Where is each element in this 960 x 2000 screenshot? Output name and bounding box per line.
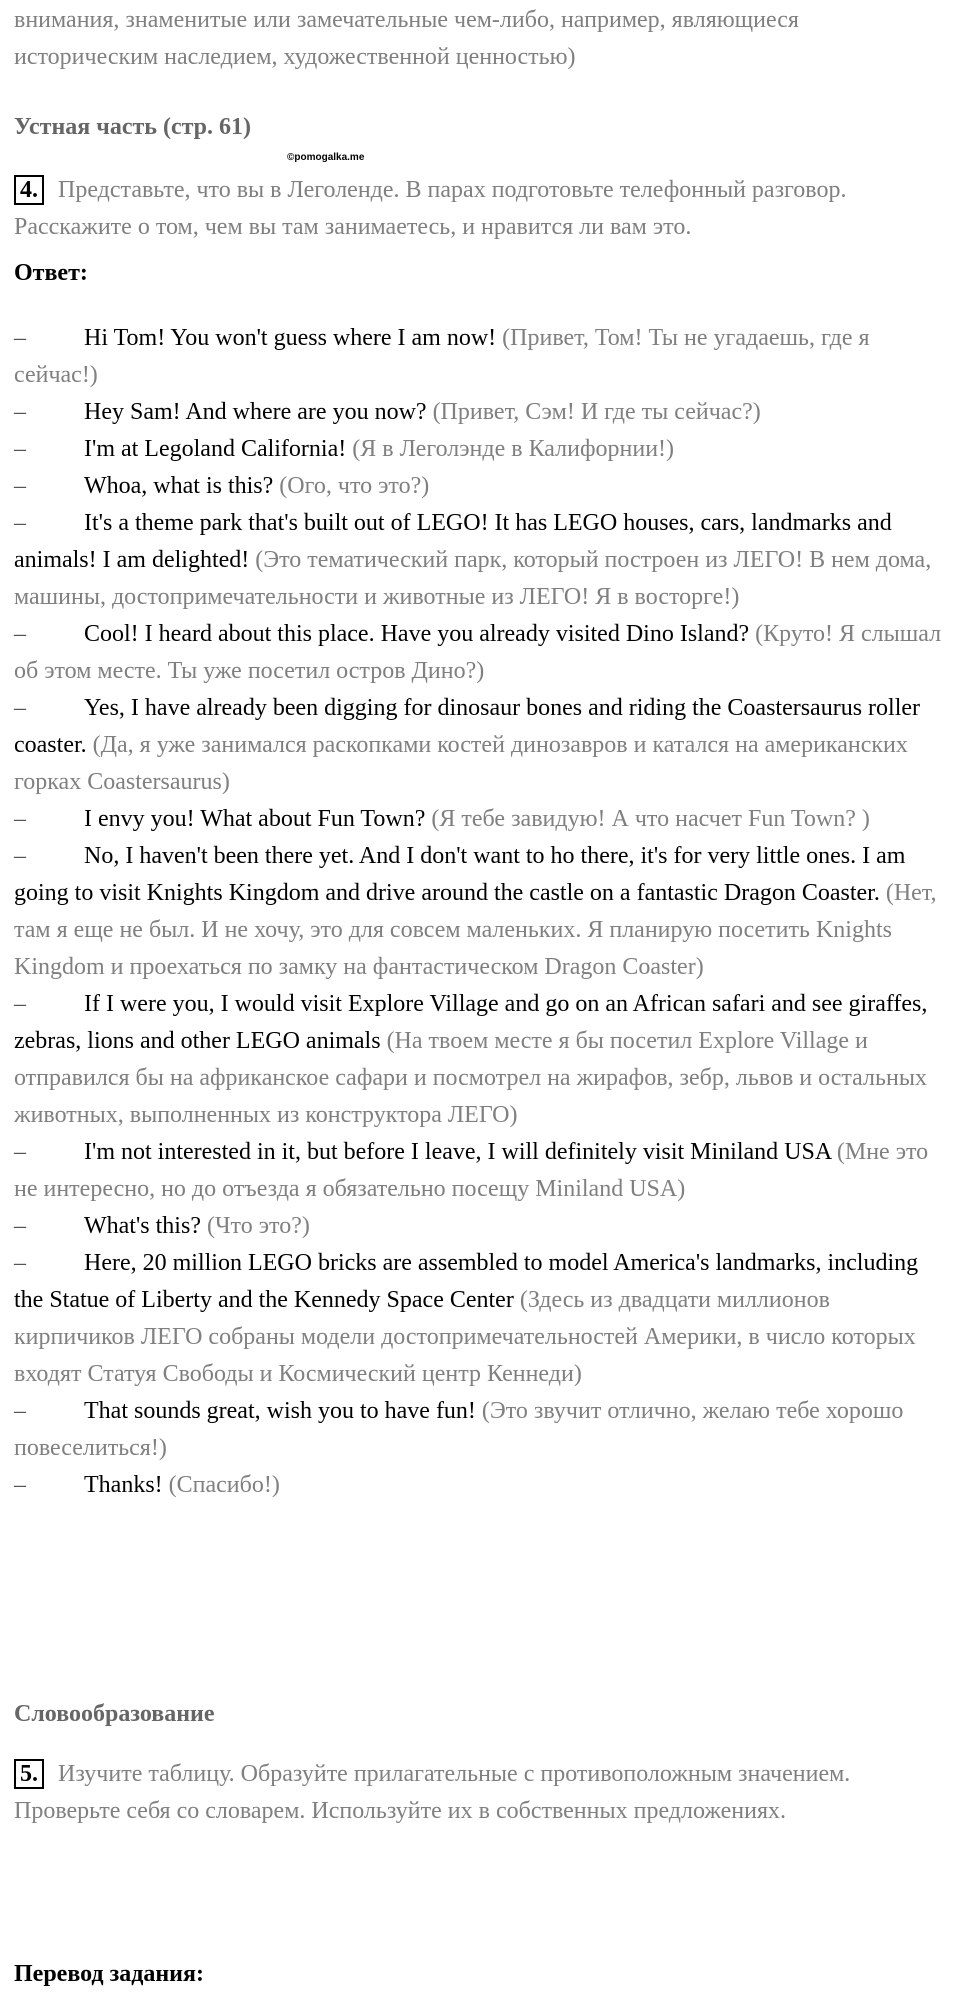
dialogue-line: [14, 1393, 944, 1467]
english-line: I envy you! What about Fun Town?: [84, 806, 426, 832]
dash-marker: –: [14, 1398, 26, 1424]
dialogue-line: [14, 1134, 944, 1208]
watermark: ©pomogalka.me: [287, 152, 365, 163]
english-line: Yes, I have already been digging for dinosaur bones and riding the Coastersaurus roller coaster.: [14, 695, 921, 758]
answer-label: Ответ:: [14, 260, 88, 286]
dash-marker: –: [14, 325, 26, 351]
russian-translation: (Здесь из двадцати миллионов кирпичиков ЛЕГО собраны модели достопримечательностей Америки, в число которых входят Статуя Свободы и Космический центр Кеннеди): [14, 1287, 916, 1387]
dash-marker: –: [14, 1139, 26, 1165]
english-line: No, I haven't been there yet. And I don't want to ho there, it's for very little ones. I am going to visit Knights Kingdom and drive around the castle on a fantastic Dragon Coaster.: [14, 843, 906, 906]
english-line: Here, 20 million LEGO bricks are assembled to model America's landmarks, including the Statue of Liberty and the Kennedy Space Center: [14, 1250, 919, 1313]
task-number-5: 5.: [14, 1759, 44, 1789]
task-number-4: 4.: [14, 175, 44, 205]
english-line: What's this?: [84, 1213, 201, 1239]
task-5: [14, 1756, 944, 1830]
russian-translation: (Мне это не интересно, но до отъезда я обязательно посещу Miniland USA): [14, 1139, 929, 1202]
russian-translation: (Привет, Сэм! И где ты сейчас?): [432, 399, 761, 425]
russian-translation: (Спасибо!): [168, 1472, 280, 1498]
russian-translation: (Это тематический парк, который построен из ЛЕГО! В нем дома, машины, достопримечательности и животные из ЛЕГО! Я в восторге!): [14, 547, 932, 610]
russian-translation: (Привет, Том! Ты не угадаешь, где я сейчас!): [14, 325, 870, 388]
dialogue-line: [14, 986, 944, 1134]
dash-marker: –: [14, 991, 26, 1017]
dialogue-line: [14, 320, 944, 394]
english-line: If I were you, I would visit Explore Village and go on an African safari and see giraffes, zebras, lions and other LEGO animals: [14, 991, 928, 1054]
oral-part-heading: Устная часть (стр. 61): [14, 114, 252, 140]
english-line: Thanks!: [84, 1472, 163, 1498]
dash-marker: –: [14, 510, 26, 536]
russian-translation: (Нет, там я еще не был. И не хочу, это для совсем маленьких. Я планирую посетить Knights Kingdom и проехаться по замку на фантастическом Dragon Coaster): [14, 880, 937, 980]
english-line: Whoa, what is this?: [84, 473, 274, 499]
dash-marker: –: [14, 843, 26, 869]
dialogue-line: [14, 1245, 944, 1393]
dialogue: [14, 320, 944, 1504]
russian-translation: (На твоем месте я бы посетил Explore Village и отправился бы на африканское сафари и посмотрел на жирафов, зебр, львов и остальных животных, выполненных из конструктора ЛЕГО): [14, 1028, 927, 1128]
english-line: Hey Sam! And where are you now?: [84, 399, 427, 425]
russian-translation: (Да, я уже занимался раскопками костей динозавров и катался на американских горках Coastersaurus): [14, 732, 908, 795]
task-4-text: Представьте, что вы в Леголенде. В парах подготовьте телефонный разговор. Расскажите о том, чем вы там занимаетесь, и нравится ли вам это.: [14, 177, 847, 240]
english-line: Hi Tom! You won't guess where I am now!: [84, 325, 497, 351]
dash-marker: –: [14, 399, 26, 425]
dash-marker: –: [14, 473, 26, 499]
intro-text: внимания, знаменитые или замечательные чем-либо, например, являющиеся историческим наследием, художественной ценностью): [14, 7, 799, 70]
english-line: I'm at Legoland California!: [84, 436, 347, 462]
task-4: [14, 172, 944, 246]
dash-marker: –: [14, 1472, 26, 1498]
dash-marker: –: [14, 806, 26, 832]
russian-translation: (Это звучит отлично, желаю тебе хорошо повеселиться!): [14, 1398, 904, 1461]
dialogue-line: [14, 616, 944, 690]
dash-marker: –: [14, 695, 26, 721]
dialogue-line: [14, 431, 944, 468]
dash-marker: –: [14, 1250, 26, 1276]
english-line: Cool! I heard about this place. Have you already visited Dino Island?: [84, 621, 750, 647]
dialogue-line: [14, 801, 944, 838]
dialogue-line: [14, 838, 944, 986]
dialogue-line: [14, 1467, 944, 1504]
word-formation-heading: Словообразование: [14, 1701, 215, 1727]
translation-label: Перевод задания:: [14, 1961, 204, 1987]
russian-translation: (Круто! Я слышал об этом месте. Ты уже посетил остров Дино?): [14, 621, 942, 684]
russian-translation: (Что это?): [206, 1213, 310, 1239]
dialogue-line: [14, 505, 944, 616]
english-line: That sounds great, wish you to have fun!: [84, 1398, 476, 1424]
dialogue-line: [14, 468, 944, 505]
russian-translation: (Я тебе завидую! А что насчет Fun Town? ): [431, 806, 870, 832]
dash-marker: –: [14, 436, 26, 462]
dialogue-line: [14, 394, 944, 431]
dash-marker: –: [14, 621, 26, 647]
english-line: It's a theme park that's built out of LEGO! It has LEGO houses, cars, landmarks and animals! I am delighted!: [14, 510, 892, 573]
russian-translation: (Я в Леголэнде в Калифорнии!): [352, 436, 675, 462]
dialogue-line: [14, 1208, 944, 1245]
task-5-text: Изучите таблицу. Образуйте прилагательные с противоположным значением. Проверьте себя со словарем. Используйте их в собственных предложениях.: [14, 1761, 851, 1824]
dash-marker: –: [14, 1213, 26, 1239]
english-line: I'm not interested in it, but before I leave, I will definitely visit Miniland USA: [84, 1139, 831, 1165]
dialogue-line: [14, 690, 944, 801]
russian-translation: (Ого, что это?): [279, 473, 430, 499]
